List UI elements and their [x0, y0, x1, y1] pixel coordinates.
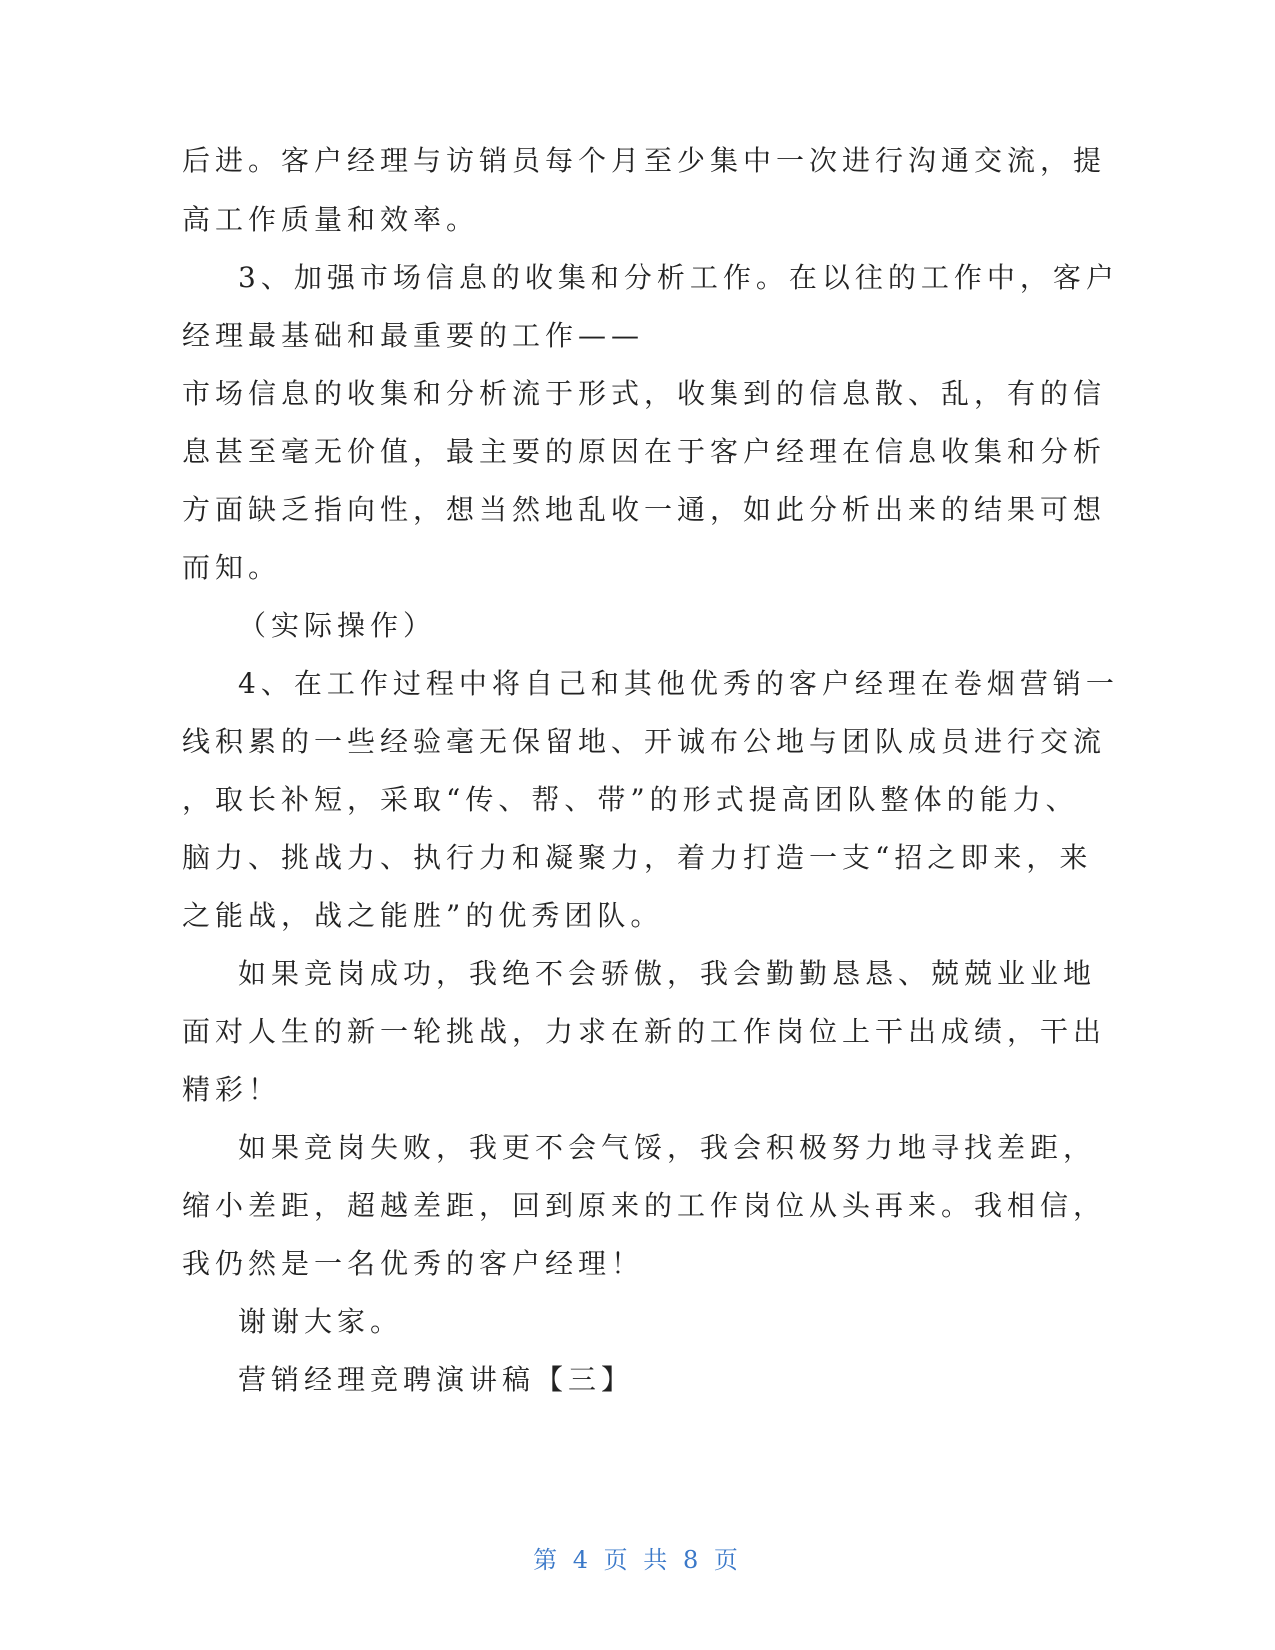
text-line: 谢谢大家。 [238, 1305, 404, 1338]
text-line: 市场信息的收集和分析流于形式，收集到的信息散、乱，有的信 [182, 377, 1107, 410]
text-line: 线积累的一些经验毫无保留地、开诚布公地与团队成员进行交流 [182, 725, 1107, 758]
text-line: 4、在工作过程中将自己和其他优秀的客户经理在卷烟营销一 [238, 667, 1119, 700]
section-heading: 营销经理竞聘演讲稿【三】 [238, 1363, 635, 1396]
text-line: 面对人生的新一轮挑战，力求在新的工作岗位上干出成绩，干出 [182, 1015, 1107, 1048]
text-line: （实际操作） [238, 609, 437, 642]
text-line: ，取长补短，采取“传、帮、带”的形式提高团队整体的能力、 [182, 783, 1079, 816]
text-line: 后进。客户经理与访销员每个月至少集中一次进行沟通交流，提 [182, 144, 1107, 177]
text-line: 经理最基础和最重要的工作—— [182, 319, 645, 352]
text-line: 精彩！ [182, 1073, 282, 1106]
text-line: 息甚至毫无价值，最主要的原因在于客户经理在信息收集和分析 [182, 435, 1107, 468]
text-line: 而知。 [182, 551, 282, 584]
page-number-footer: 第 4 页 共 8 页 [533, 1546, 742, 1574]
text-line: 缩小差距，超越差距，回到原来的工作岗位从头再来。我相信， [182, 1189, 1107, 1222]
text-line: 我仍然是一名优秀的客户经理！ [182, 1247, 645, 1280]
text-line: 脑力、挑战力、执行力和凝聚力，着力打造一支“招之即来，来 [182, 841, 1093, 874]
text-line: 之能战，战之能胜”的优秀团队。 [182, 899, 664, 932]
text-line: 如果竞岗失败，我更不会气馁，我会积极努力地寻找差距， [238, 1131, 1097, 1164]
text-line: 如果竞岗成功，我绝不会骄傲，我会勤勤恳恳、兢兢业业地 [238, 957, 1097, 990]
text-line: 3、加强市场信息的收集和分析工作。在以往的工作中，客户 [238, 261, 1119, 294]
text-line: 高工作质量和效率。 [182, 203, 480, 236]
text-line: 方面缺乏指向性，想当然地乱收一通，如此分析出来的结果可想 [182, 493, 1107, 526]
